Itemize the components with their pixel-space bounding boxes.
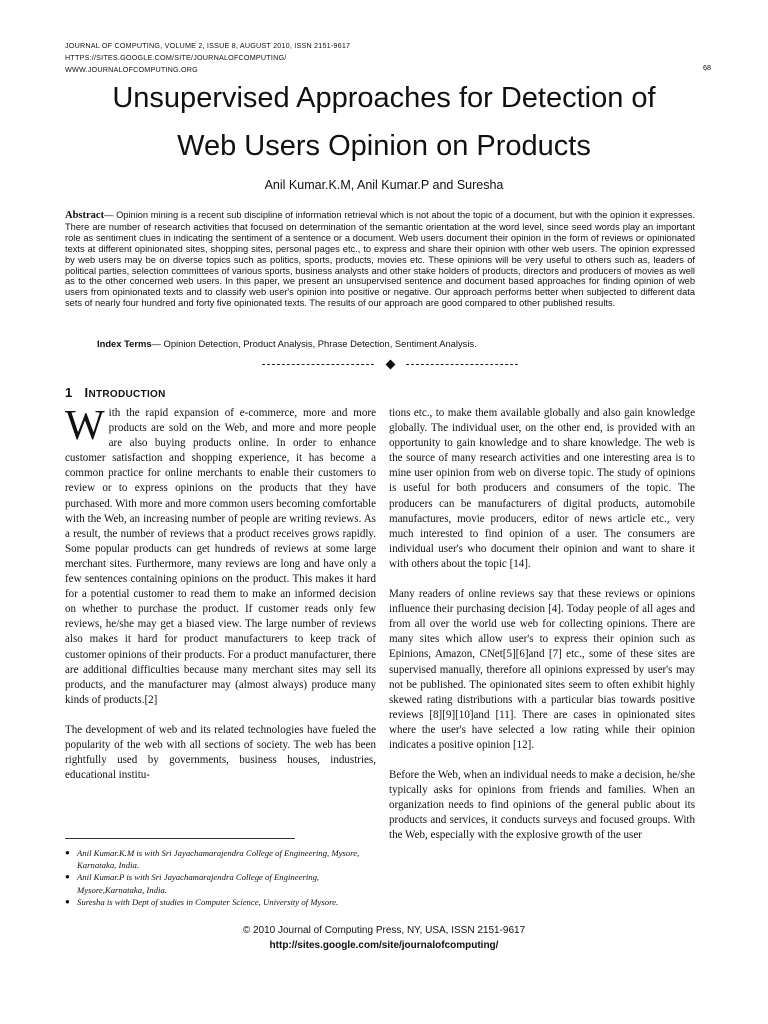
author-list: Anil Kumar.K.M, Anil Kumar.P and Suresha [264, 178, 504, 192]
index-terms [97, 338, 697, 349]
title-line-1: Unsupervised Approaches for Detection of [112, 82, 656, 114]
abstract-label: Abstract [65, 210, 105, 221]
footnote-text: Anil Kumar.P is with Sri Jayachamarajendra College of Engineering, Mysore,Karnataka, India. [77, 872, 320, 895]
footnote-text: Suresha is with Dept of studies in Computer Science, University of Mysore. [77, 896, 339, 907]
journal-line: JOURNAL OF COMPUTING, VOLUME 2, ISSUE 8, AUGUST 2010, ISSN 2151-9617 [65, 41, 351, 50]
paragraph: tions etc., to make them available globally and also gain knowledge globally. The individual user, on the other end, is provided with an opportunity to gain knowledge and to share knowledge. The web is the source of many research activities and one interesting area is to mine user opinion from web on diverse topic. The study of opinions is useful for both producers and consumers of the topic. The producers can be manufacturers of digital products, automobile manufactures, movie producers, editor of news article etc., very much interested to find opinion of a user. The consumers are individual user's who document their opinion and want to share it with others about the topic [14]. [389, 407, 695, 570]
title-line-2: Web Users Opinion on Products [177, 130, 591, 162]
footnotes [65, 847, 376, 908]
right-column [389, 406, 695, 844]
section-title-rest: NTRODUCTION [88, 389, 166, 400]
divider-dash-right [406, 364, 518, 365]
section-title-initial: I [84, 385, 89, 400]
bullet-icon: ● [65, 848, 70, 857]
paper-title [40, 74, 728, 170]
diamond-icon [385, 359, 395, 369]
drop-cap: W [65, 403, 105, 449]
paragraph: The development of web and its related technologies have fueled the popularity of the web with all sections of society. The web has been rightfully used by governments, business houses, industries, educational institu- [65, 723, 376, 782]
footnote-item [65, 896, 376, 908]
abstract-text: Opinion mining is a recent sub discipline of information retrieval which is not about the topic of a document, but with the opinion it expresses. There are number of research activities that focused on determination of the semantic orientation at the word level, since seed words play an important role as sentiment clues in indicating the sentiment of a sentence or a document. Web users document their opinion in the form of reviews or opinionated texts at different opinionated sites, shopping sites, personal pages etc., to express and share their opinion with other web users. The opinion expressed by web users may be on diverse topics such as politics, sports, products, movies etc. These opinions will be very useful to others such as, leaders of political parties, selection committees of various sports, business analysts and other stake holders of products, directors and producers of movies as well as to the other concerned web users. In this paper, we present an unsupervised sentence and document based approaches for finding opinion of web users from opinionated texts and to classify web user's opinion into positive or negative. Our approach performs better when subjected to different data sets of nearly four hundred and forty five opinionated texts. The results of our approach are good compared to other published results. [65, 210, 695, 309]
divider-dash-left [262, 364, 374, 365]
footnote-rule [65, 838, 295, 839]
running-header [65, 40, 715, 76]
paragraph-text: ith the rapid expansion of e-commerce, more and more products are sold on the Web, and more and more people are also buying products online. In order to enhance customer satisfaction and shopping experience, it has become a common practice for online merchants to enable their customers to review or to express opinions on the products that they have purchased. With more and more common users becoming comfortable with the Web, an increasing number of people are writing reviews. As a result, the number of reviews that a product receives grows rapidly. Some popular products can get hundreds of reviews at some large merchant sites. Furthermore, many reviews are long and have only a few sentences containing opinions on the product. This makes it hard for a potential customer to read them to make an informed decision on whether to purchase the product. If customer reads only few reviews, he/she may get a biased view. The large number of reviews also makes it hard for product manufacturers to keep track of customer opinions of their products. For a product manufacturer, there are additional difficulties because many merchant sites may sell its products, and the manufacturer may (almost always) produce many kinds of products.[2] [65, 407, 376, 706]
bullet-icon: ● [65, 896, 70, 906]
footnote-item [65, 847, 376, 871]
paragraph: Many readers of online reviews say that these reviews or opinions influence their purchasing decision [4]. Today people of all ages and from all over the world use web for collecting opinions. There are many sites which allow user's to express their opinion such as Epinions, Amazon, CNet[5][6]and [7] etc., some of these sites are supervised manually, therefore all opinions expressed by user's may not be published. The opinionated sites seem to often exhibit highly skewed rating distributions with a particular bias towards positive reviews [8][9][10]and [11]. There are cases in opinionated sites where the user's have selected a low rating while their opinion indicates a positive opinion [12]. [389, 588, 695, 751]
journal-url-1[interactable]: HTTPS://SITES.GOOGLE.COM/SITE/JOURNALOFCOMPUTING/ [65, 53, 287, 62]
journal-url-2[interactable]: WWW.JOURNALOFCOMPUTING.ORG [65, 65, 198, 74]
bullet-icon: ● [65, 872, 70, 882]
index-terms-label: Index Terms [97, 338, 152, 349]
footnote-item [65, 871, 376, 895]
section-number: 1 [65, 385, 73, 400]
page-number: 68 [703, 63, 711, 72]
paragraph [65, 403, 376, 708]
section-heading [65, 385, 166, 400]
abstract [65, 210, 695, 309]
left-column [65, 403, 376, 783]
paragraph: Before the Web, when an individual needs to make a decision, he/she typically asks for opinions from friends and families. When an organization needs to find opinions of the general public about its products and services, it conducts surveys and focused groups. With the Web, especially with the explosive growth of the user [389, 769, 695, 842]
footer-url[interactable]: http://sites.google.com/site/journalofcomputing/ [269, 940, 499, 951]
abstract-dash: — [104, 210, 117, 220]
index-terms-text: — Opinion Detection, Product Analysis, Phrase Detection, Sentiment Analysis. [151, 338, 477, 349]
footnote-text: Anil Kumar.K.M is with Sri Jayachamarajendra College of Engineering, Mysore, Karnataka, India. [77, 848, 360, 871]
copyright-line: © 2010 Journal of Computing Press, NY, USA, ISSN 2151-9617 [242, 925, 526, 936]
section-divider [262, 357, 518, 371]
